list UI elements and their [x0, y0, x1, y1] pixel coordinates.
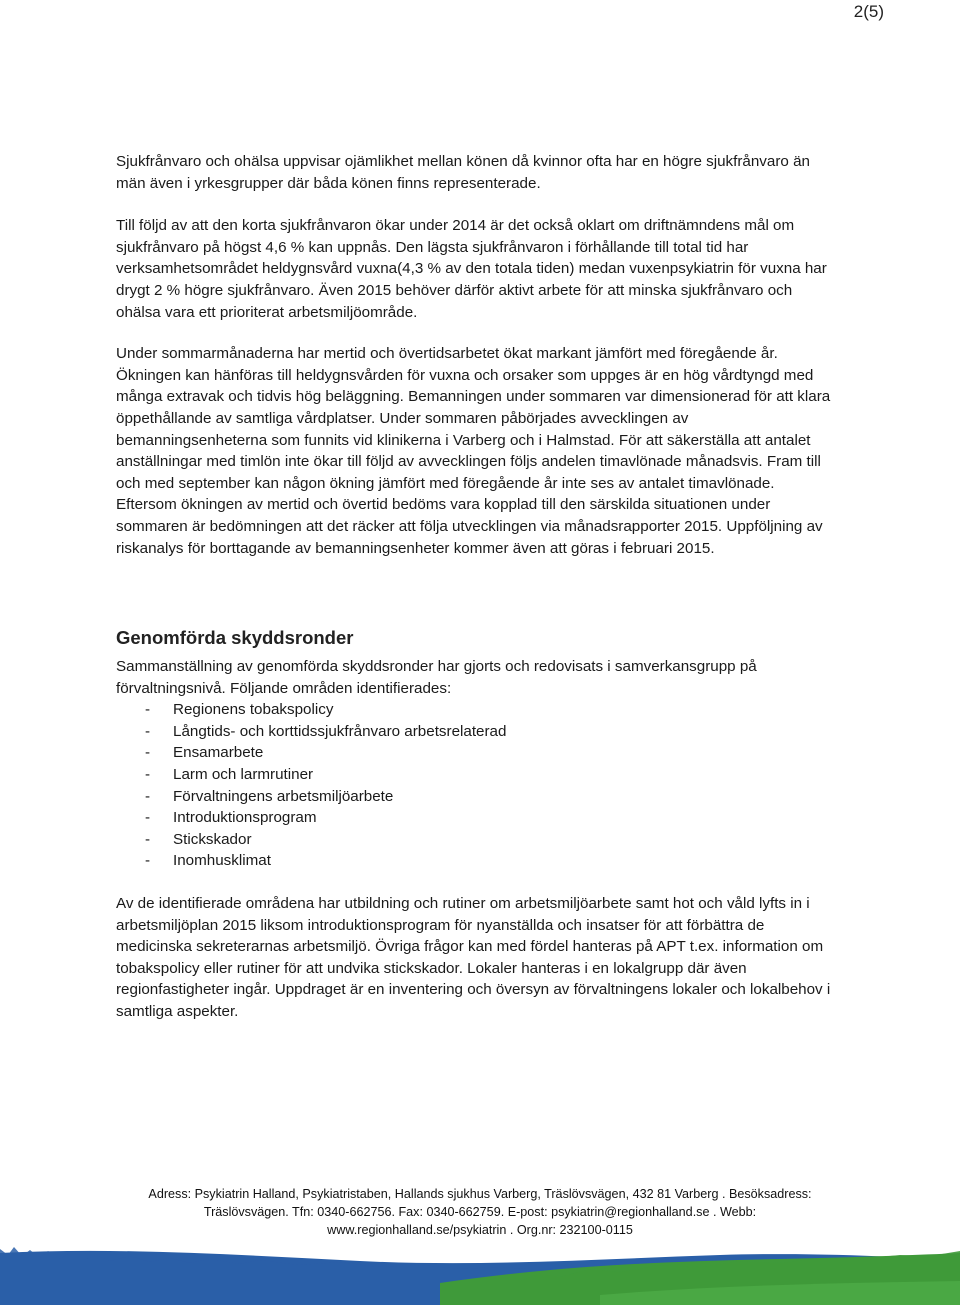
- list-dash: -: [145, 830, 151, 848]
- footer-brush-decoration: [0, 1225, 960, 1305]
- footer-line-contact: Träslövsvägen. Tfn: 0340-662756. Fax: 0340-662759. E-post: psykiatrin@regionhalland.se . Webb:: [203, 1205, 757, 1219]
- section-intro: Sammanställning av genomförda skyddsronder har gjorts och redovisats i samverkansgrupp på förvaltningsnivå. Följande områden identifierades:: [116, 658, 757, 697]
- section-heading: Genomförda skyddsronder: [116, 627, 354, 649]
- list-item: - Ensamarbete: [116, 742, 836, 764]
- list-dash: -: [145, 852, 151, 870]
- list-dash: -: [145, 744, 151, 762]
- list-dash: -: [145, 787, 151, 805]
- list-item: - Regionens tobakspolicy: [116, 699, 836, 721]
- paragraph-sick-leave-gender: Sjukfrånvaro och ohälsa uppvisar ojämlikhet mellan könen då kvinnor ofta har en högre sjukfrånvaro än män även i yrkesgrupper där båda könen finns representerade.: [116, 153, 810, 192]
- list-item: - Inomhusklimat: [116, 850, 836, 872]
- list-item: - Förvaltningens arbetsmiljöarbete: [116, 786, 836, 808]
- identified-areas-list: [116, 699, 836, 872]
- paragraph-overtime-summer: Under sommarmånaderna har mertid och övertidsarbetet ökat markant jämfört med föregående år. Ökningen kan hänföras till heldygnsvården för vuxna och orsaker som uppges är en hög vårdtyngd med många extravak och tidvis hög beläggning. Bemanningen under sommaren var dimensionerad för att klara öppethållande av samtliga vårdplatser. Under sommaren påbörjades avvecklingen av bemanningsenheterna som funnits vid klinikerna i Varberg och i Halmstad. För att säkerställa att antalet anställningar med timlön inte ökar till följd av avvecklingen följs andelen timavlönade månadsvis. Fram till och med september kan någon ökning jämfört med föregående år inte ses av antalet timavlönade. Eftersom ökningen av mertid och övertid bedöms vara kopplad till den särskilda situationen under sommaren är bedömningen att det räcker att följa utvecklingen via månadsrapporter 2015. Uppföljning av riskanalys för borttagande av bemanningsenheter kommer även att göras i februari 2015.: [116, 345, 831, 557]
- document-body: [116, 151, 836, 1023]
- list-item: - Långtids- och korttidssjukfrånvaro arbetsrelaterad: [116, 721, 836, 743]
- footer-line-web: www.regionhalland.se/psykiatrin . Org.nr: 232100-0115: [327, 1223, 633, 1237]
- list-dash: -: [145, 722, 151, 740]
- page-number: 2(5): [853, 2, 884, 21]
- list-item: - Larm och larmrutiner: [116, 764, 836, 786]
- section-closing: Av de identifierade områdena har utbildning och rutiner om arbetsmiljöarbete samt hot och våld lyfts in i arbetsmiljöplan 2015 liksom introduktionsprogram för nyanställda och insatser för att förbättra de medicinska sekreterarnas arbetsmiljö. Övriga frågor kan med fördel hanteras på APT t.ex. information om tobakspolicy eller rutiner för att undvika stickskador. Lokaler hanteras i en lokalgrupp där även regionfastigheter ingår. Uppdraget är en inventering och översyn av förvaltningens lokaler och lokalbehov i samtliga aspekter.: [116, 895, 831, 1020]
- list-dash: -: [145, 809, 151, 827]
- list-dash: -: [145, 701, 151, 719]
- paragraph-sick-leave-goal: Till följd av att den korta sjukfrånvaron ökar under 2014 är det också oklart om driftnämndens mål om sjukfrånvaro på högst 4,6 % kan uppnås. Den lägsta sjukfrånvaron i förhållande till total tid har verksamhetsområdet heldygnsvård vuxna(4,3 % av den totala tiden) medan vuxenpsykiatrin för vuxna har drygt 2 % högre sjukfrånvaro. Även 2015 behöver därför aktivt arbete för att minska sjukfrånvaro och ohälsa vara ett prioriterat arbetsmiljöområde.: [116, 217, 827, 321]
- list-item: - Stickskador: [116, 829, 836, 851]
- footer-line-address: Adress: Psykiatrin Halland, Psykiatristaben, Hallands sjukhus Varberg, Träslövsvägen, 432 81 Varberg . Besöksadress:: [148, 1187, 812, 1201]
- list-item: - Introduktionsprogram: [116, 807, 836, 829]
- list-dash: -: [145, 766, 151, 784]
